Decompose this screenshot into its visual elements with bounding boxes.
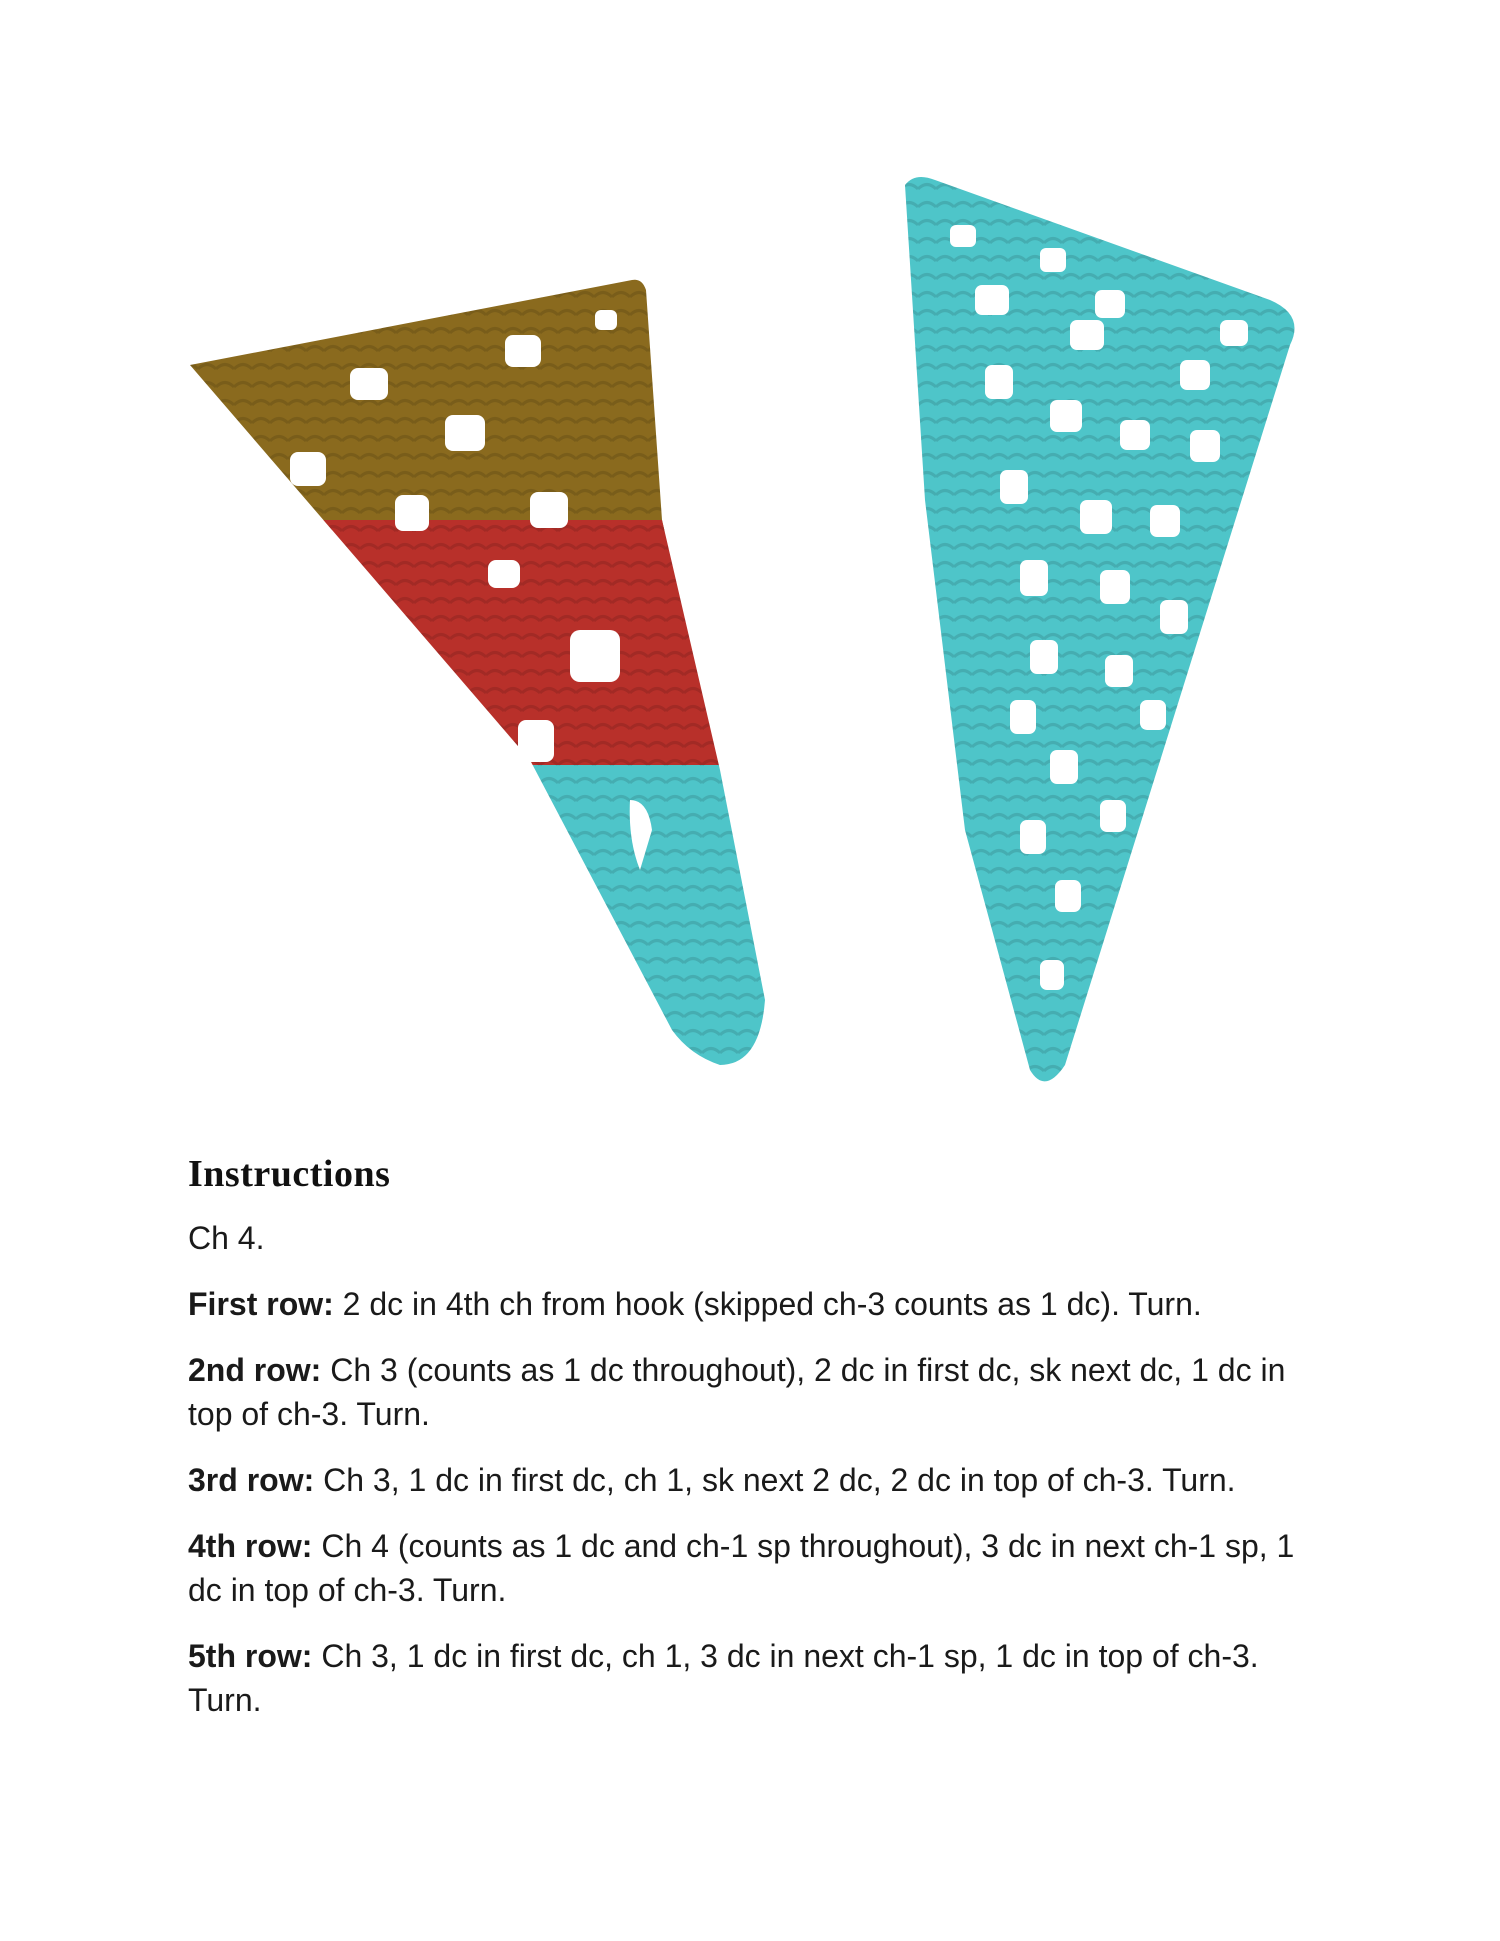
instruction-row-3 xyxy=(188,1458,1328,1502)
row-text: Ch 3, 1 dc in first dc, ch 1, sk next 2 dc, 2 dc in top of ch-3. Turn. xyxy=(314,1462,1236,1498)
instruction-row-1 xyxy=(188,1282,1328,1326)
row-text: Ch 3 (counts as 1 dc throughout), 2 dc in first dc, sk next dc, 1 dc in top of ch-3. Turn. xyxy=(188,1352,1286,1432)
row-text: Ch 3, 1 dc in first dc, ch 1, 3 dc in next ch-1 sp, 1 dc in top of ch-3. Turn. xyxy=(188,1638,1259,1718)
instruction-row-4 xyxy=(188,1524,1328,1612)
instruction-ch4: Ch 4. xyxy=(188,1220,265,1256)
row-label: First row: xyxy=(188,1286,334,1322)
instruction-row-5 xyxy=(188,1634,1328,1722)
row-label: 3rd row: xyxy=(188,1462,315,1498)
left-swatch xyxy=(150,250,800,1085)
row-label: 4th row: xyxy=(188,1528,313,1564)
row-label: 2nd row: xyxy=(188,1352,322,1388)
instructions-section xyxy=(188,1152,1328,1744)
right-swatch xyxy=(905,177,1295,1081)
row-text: Ch 4 (counts as 1 dc and ch-1 sp throughout), 3 dc in next ch-1 sp, 1 dc in top of ch-3. Turn. xyxy=(188,1528,1295,1608)
row-text: 2 dc in 4th ch from hook (skipped ch-3 counts as 1 dc). Turn. xyxy=(333,1286,1202,1322)
instructions-heading: Instructions xyxy=(188,1153,391,1195)
instruction-row-2 xyxy=(188,1348,1328,1436)
row-label: 5th row: xyxy=(188,1638,313,1674)
